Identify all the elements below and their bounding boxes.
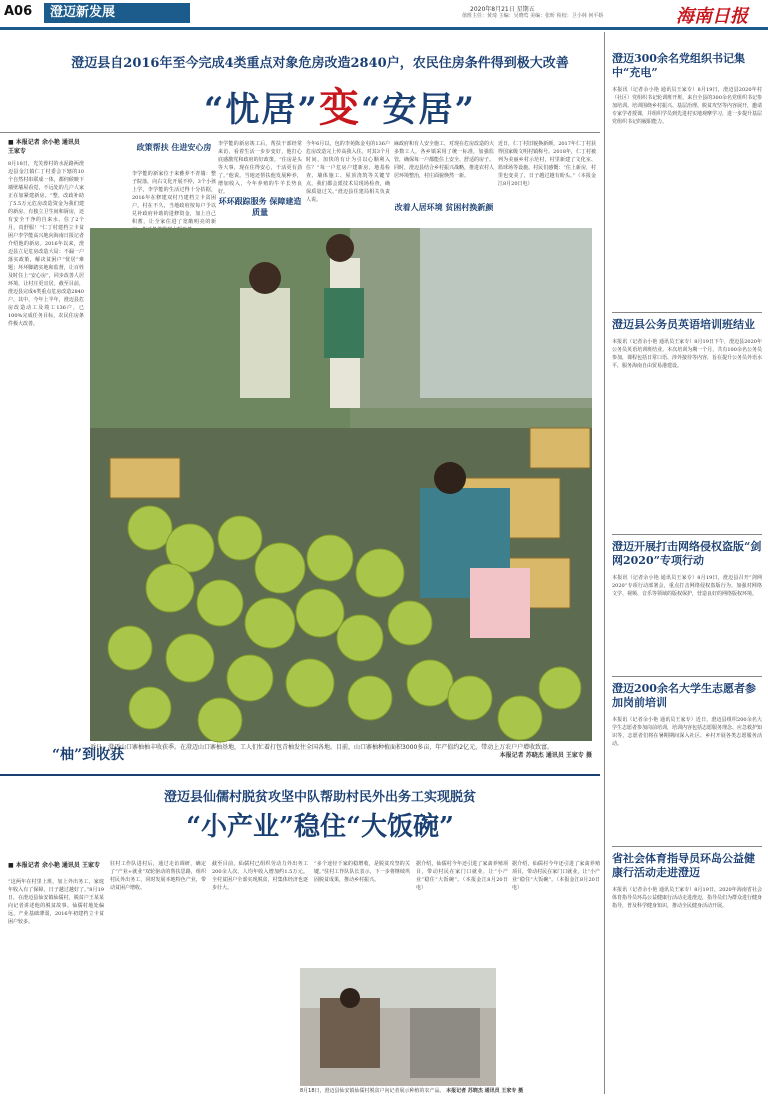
rail-item [612,852,762,1076]
staff-line: 值班主任：黄琦 主编：吴晓莺 美编：张昕 检校：卫小林 何平娇 [462,13,604,19]
rail-body: 本报讯（记者余小艳 通讯员王家专）8月19日，澄迈县召开“剑网2020”专项行动部署会，重点打击网络侵权盗版行为，加强对网络文学、视频、音乐等领域的版权保护，营造良好的网络版权环境。 [612,575,762,597]
newspaper-logo: 海南日报 [676,6,748,27]
rail-body: 本报讯（记者余小艳 通讯员王家专）8月19日，澄迈县2020年村（社区）党组织书记轮训班开班，来自全县的300余名党组织书记参加培训。培训围绕乡村振兴、基层治理、脱贫攻坚等内容展开，邀请专家学者授课，并组织学员到先进村实地观摩学习，进一步提升基层党组织书记的履职能力。 [612,87,763,125]
rail-item [612,318,762,488]
story1-col-6: 近日，仁丁村旧貌换新颜，2017年仁丁村获得国家级文明村镇称号。2018年，仁丁村被列为美丽乡村示范村，村里新建了文化室、篮球场等设施。村民们感慨：“住上新房，村里也变美了，日子越过越有盼头。”（本报金江8月20日电） [498,141,596,187]
section-title: 澄迈新发展 [44,3,190,23]
story2-photo-credit: 本报记者 苏晓杰 通讯员 王家专 摄 [446,1088,524,1094]
rail-body: 本报讯（记者余小艳 通讯员王家专）8月19日下午，澄迈县2020年公务员英语培训班结业。本次培训为期一个月，共有100余名公务员参加，课程包括日常口语、涉外接待等内容，旨在提升公务员外语水平，服务海南自由贸易港建设。 [612,339,763,369]
divider [0,774,600,776]
divider [612,846,762,847]
rail-item [612,682,762,846]
story2-col-3: 截至目前，仙儒村已组织劳动力外出务工200余人次，人均年收入增加约1.5万元。全村贫困户全部实现脱贫，村集体经济也逐步壮大。 [212,861,308,891]
story2-col-1: “这两年在村里上班，加上外出务工，家庭年收入有了保障，日子越过越好了。”8月19日，在澄迈县仙安镇仙儒村，脱贫户王某某向记者讲述他的脱贫故事。仙儒村地处偏远，产业基础薄弱，2016年初建档立卡贫困户较多。 [8,879,104,925]
divider [0,132,600,133]
story1-headline [130,76,550,131]
divider [612,534,762,535]
story2-headline: “小产业”稳住“大饭碗” [186,812,454,842]
story1-subhead-2: 环环跟踪服务 保障建造质量 [218,196,302,217]
story2-col-2: 驻村工作队进村后，通过走访调研，确定了“产业+就业”双轮驱动的帮扶思路，组织村民外出务工，同时发展本地特色产业，带动贫困户增收。 [110,861,206,891]
village-photo [300,968,496,1086]
photo-caption-text: 近日，澄迈山口寨柚柚丰收获季。在澄迈山口寨柚基地，工人们忙着打包青柚发往全国各地。目前，山口寨柚种植面积3000多亩，年产值约2亿元，带动上万农户户增收致富。 [90,744,554,751]
story1-col-4: 今年6月以，包的李苑陈金屯的136户危房改造完上传高我入住。对其3个月时间，加快的有计为引以心顺利入住？“每一户危房户建新房，地基检查、墙体施工、屋顶浇筑等关键节点，我们都会派技术员现场检查，确保质量过关。”澄迈县住建局相关负责人说。 [306,141,390,203]
story2-col-6: 据介绍，仙儒村今年还引进了家禽养殖项目，带动村民在家门口就业，让“小产业”稳住“大饭碗”。（本报金江8月20日电） [512,861,600,891]
village-image [300,968,496,1086]
story1-col-5: 麻政府和有人安全施工，对现在危房改造的大多数工人，各乡镇采用了统一标准，加强监管，确保每一户都能住上安全、舒适的房子。同时，澄迈县结合乡村振兴战略，推进农村人居环境整治，村庄面貌焕然一新。 [394,141,495,179]
story1-kicker: 澄迈县自2016年至今完成4类重点对象危房改造2840户，农民住房条件得到极大改善 [71,56,569,71]
rail-title: 省社会体育指导员环岛公益健康行活动走进澄迈 [612,852,755,879]
rail-divider [604,32,605,1094]
story2-byline: ■ 本报记者 余小艳 通讯员 王家专 [8,862,101,869]
photo-caption [90,744,592,760]
photo-credit: 本报记者 苏晓杰 通讯员 王家专 摄 [499,752,592,759]
pomelo-photo [90,228,592,741]
story2-col-4: “多个途径千家的稳增收，是脱贫攻坚的关键。”驻村工作队队长表示，下一步将继续巩固脱贫成果，推动乡村振兴。 [314,861,410,883]
rail-title: 澄迈300余名党组织书记集中“充电” [612,52,745,79]
headline-part-3: “安居” [361,90,477,130]
story2-col-5: 据介绍，仙儒村今年还引进了家禽养殖项目，带动村民在家门口就业，让“小产业”稳住“大饭碗”。（本报金江8月20日电） [416,861,508,891]
headline-part-2: 变 [319,84,361,131]
rail-body: 本报讯（记者余小艳 通讯员王家专）近日，澄迈县组织200余名大学生志愿者参加岗前培训，培训内容包括志愿服务理念、应急救护知识等，志愿者们将在暑期期间深入社区、乡村开展各类志愿服务活动。 [612,717,763,747]
story2-photo-caption [300,1087,600,1094]
page-header [0,0,768,28]
story2-kicker: 澄迈县仙儒村脱贫攻坚中队帮助村民外出务工实现脱贫 [163,790,476,805]
pomelo-harvest-image [90,228,592,741]
header-rule [0,27,768,30]
rail-body: 本报讯（记者余小艳 通讯员王家专）8月19日，2020年海南省社会体育指导员环岛公益健康行活动走进澄迈，指导员们为群众进行健身指导，普及科学健身知识，推动全民健身活动开展。 [612,887,763,909]
rail-title: 澄迈200余名大学生志愿者参加岗前培训 [612,682,756,709]
story1-byline: ■ 本报记者 余小艳 通讯员 王家专 [8,139,80,155]
page-number: A06 [4,4,33,19]
story1-col-1: 8月18日，光芙蓉村的水泥路两澄迈县金江镇仁丁村委会下辖的10个自然村串联成一体，都伺候映下墙壁墙屋看觉，不远处的几户人家正在加紧建新房。“整，改政补助了5.5万元危房改造资金为我们建的新房，有独立卫生间和厨房，还有安全干净的自来水，住了2个月，真舒服！”仁丁村建档立卡贫困户李学能高兴地向海南日报记者介绍他的新房。2016年以来，澄迈县立足危房改造大局：不漏一户落实政策，解决贫困户“忧居”难题；坏坏脚踏实地和监督，让百姓及时住上“安心房”，同步改善人居环境，让村庄更宜居。截至目前，澄迈县完成4类重点危房改造2840户，其中，今年上半年，澄迈县危房改造动工及竣工136户，已100%完成任务目标，农民住房条件极大改善。 [8,161,84,327]
headline-part-1: “忧居” [203,90,319,130]
story1-col-2: 李学能的新家位于来雅养不青墙：整子院落，向右文化开展不停，3个小孩上学，李学能的生活过得十分拮据，2016年在修建双村乃建档立卡贫困户。村在不久，当地政府按每户予以兑补政府补助的进修资金，加上自己积蓄，让全家住进了宽敞明亮的新 [132,171,216,225]
rail-item [612,540,762,684]
photo-caption-title: “柚”到收获 [52,747,125,763]
rail-title: 澄迈开展打击网络侵权盗版“剑网2020”专项行动 [612,540,762,567]
rail-item [612,52,762,256]
divider [612,312,762,313]
story1-col-3: 李学能的新房竣工后，帮扶干部经常来访，看着生活一步步变好，他打心底感激党和政府的好政策。“住房是头等大事，现在住得安心，干活更有劲了。”他说。当地还帮扶他发展种养，增加收入，今年养殖的牛羊长势良好。 [218,141,302,195]
rail-title: 澄迈县公务员英语培训班结业 [612,318,755,331]
story2-photo-caption-text: 8月18日，澄迈县仙安镇仙儒村脱贫户向记者展示种植的农产品。 [300,1088,445,1094]
story1-subhead-3: 改着人居环境 贫困村换新颜 [394,202,494,212]
divider [612,676,762,677]
story1-subhead-1: 政策帮扶 住进安心房 [136,142,212,152]
issue-date: 2020年8月21日 星期五 [470,6,535,13]
